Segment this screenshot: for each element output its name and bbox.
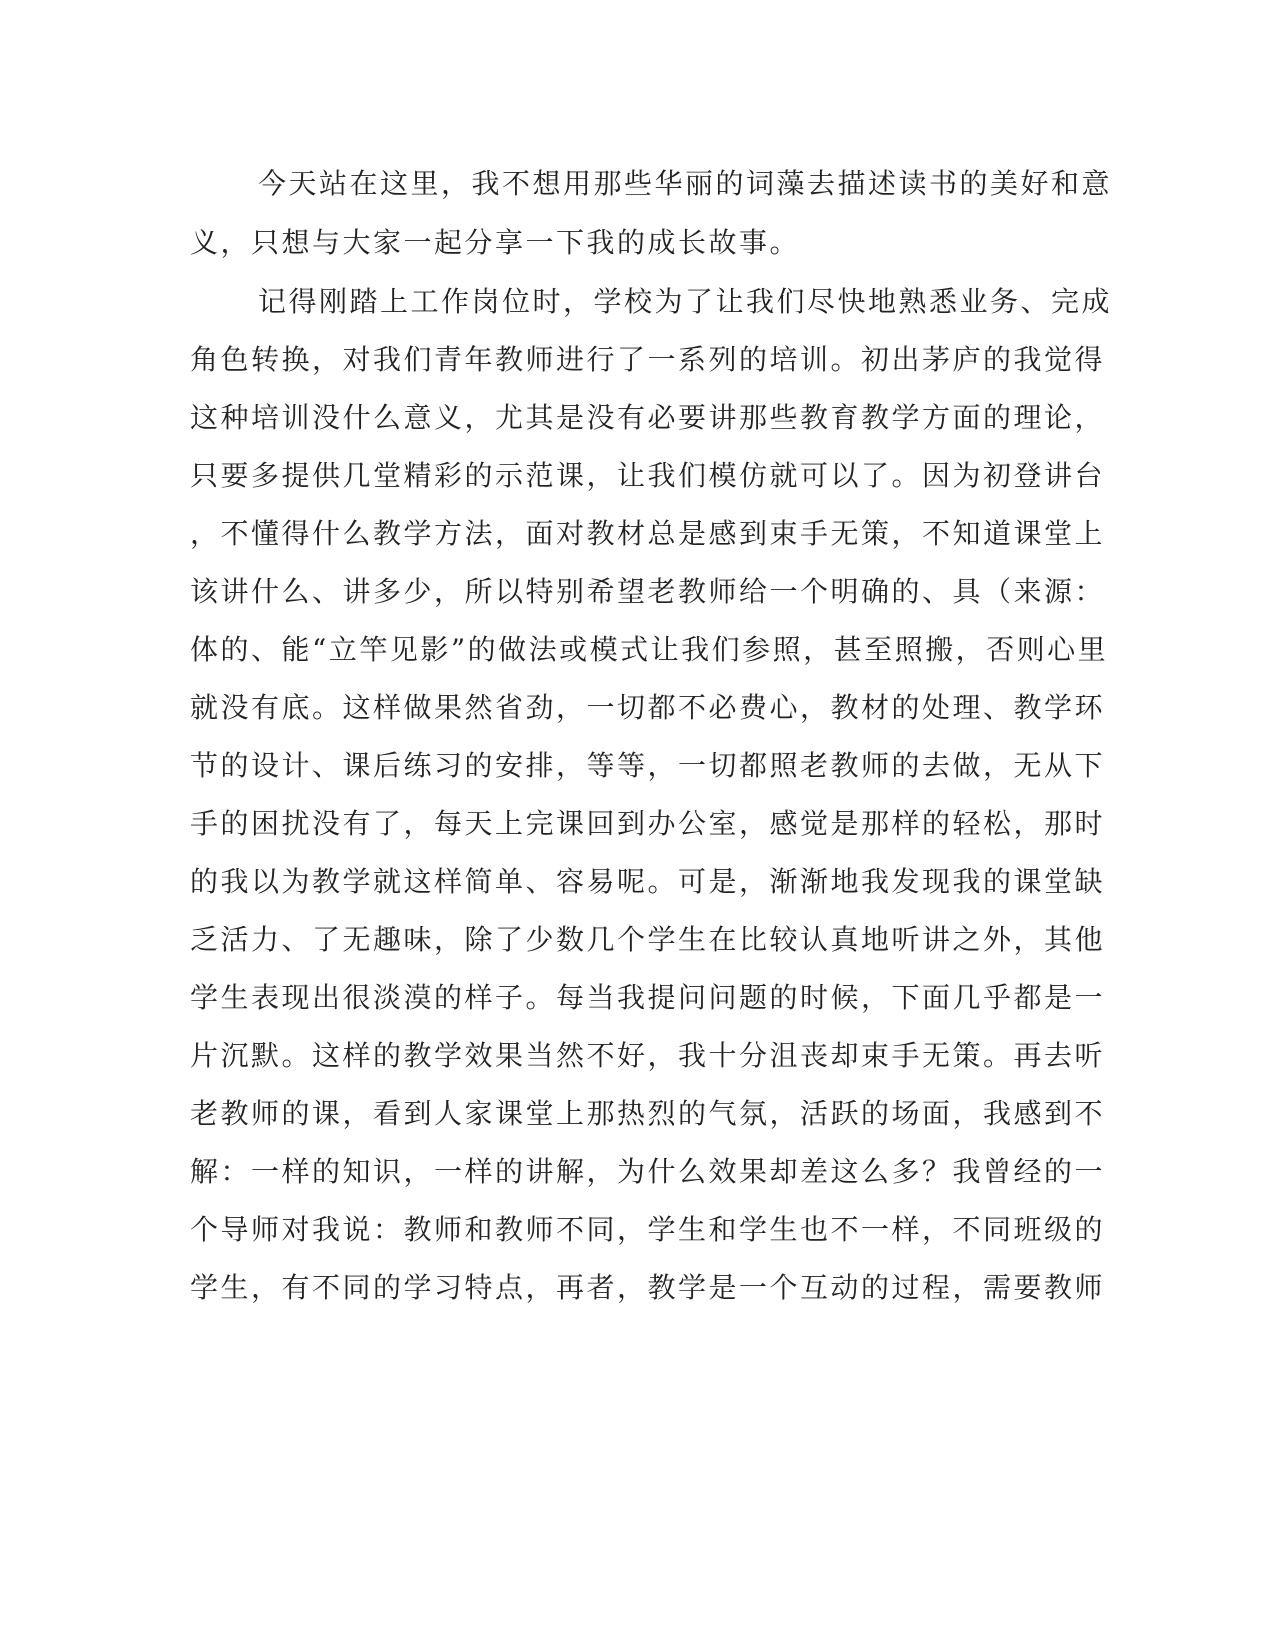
paragraph-2-line-6: 该讲什么、讲多少，所以特别希望老教师给一个明确的、具（来源： <box>190 575 1106 608</box>
paragraph-2-line-5: ，不懂得什么教学方法，面对教材总是感到束手无策，不知道课堂上 <box>190 517 1106 550</box>
paragraph-2-line-14: 片沉默。这样的教学效果当然不好，我十分沮丧却束手无策。再去听 <box>190 1039 1106 1072</box>
paragraph-2-line-2: 角色转换，对我们青年教师进行了一系列的培训。初出茅庐的我觉得 <box>190 343 1106 376</box>
paragraph-2-line-11: 的我以为教学就这样简单、容易呢。可是，渐渐地我发现我的课堂缺 <box>190 865 1106 898</box>
paragraph-2-line-4: 只要多提供几堂精彩的示范课，让我们模仿就可以了。因为初登讲台 <box>190 459 1106 492</box>
paragraph-2-line-17: 个导师对我说：教师和教师不同，学生和学生也不一样，不同班级的 <box>190 1213 1106 1246</box>
paragraph-2-line-10: 手的困扰没有了，每天上完课回到办公室，感觉是那样的轻松，那时 <box>190 807 1106 840</box>
paragraph-2-line-12: 乏活力、了无趣味，除了少数几个学生在比较认真地听讲之外，其他 <box>190 923 1106 956</box>
paragraph-2-line-16: 解：一样的知识，一样的讲解，为什么效果却差这么多？我曾经的一 <box>190 1155 1106 1188</box>
paragraph-2-line-7: 体的、能“立竿见影”的做法或模式让我们参照，甚至照搬，否则心里 <box>190 633 1109 666</box>
paragraph-2-line-18: 学生，有不同的学习特点，再者，教学是一个互动的过程，需要教师 <box>190 1271 1106 1304</box>
paragraph-1-line-1: 今天站在这里，我不想用那些华丽的词藻去描述读书的美好和意 <box>258 167 1113 200</box>
paragraph-2-line-15: 老教师的课，看到人家课堂上那热烈的气氛，活跃的场面，我感到不 <box>190 1097 1106 1130</box>
paragraph-1-line-2: 义，只想与大家一起分享一下我的成长故事。 <box>190 226 801 259</box>
paragraph-2-line-3: 这种培训没什么意义，尤其是没有必要讲那些教育教学方面的理论， <box>190 401 1106 434</box>
paragraph-2-line-8: 就没有底。这样做果然省劲，一切都不必费心，教材的处理、教学环 <box>190 691 1106 724</box>
paragraph-2-line-9: 节的设计、课后练习的安排，等等，一切都照老教师的去做，无从下 <box>190 749 1106 782</box>
paragraph-2-line-13: 学生表现出很淡漠的样子。每当我提问问题的时候，下面几乎都是一 <box>190 981 1106 1014</box>
paragraph-2-line-1: 记得刚踏上工作岗位时，学校为了让我们尽快地熟悉业务、完成 <box>258 285 1113 318</box>
